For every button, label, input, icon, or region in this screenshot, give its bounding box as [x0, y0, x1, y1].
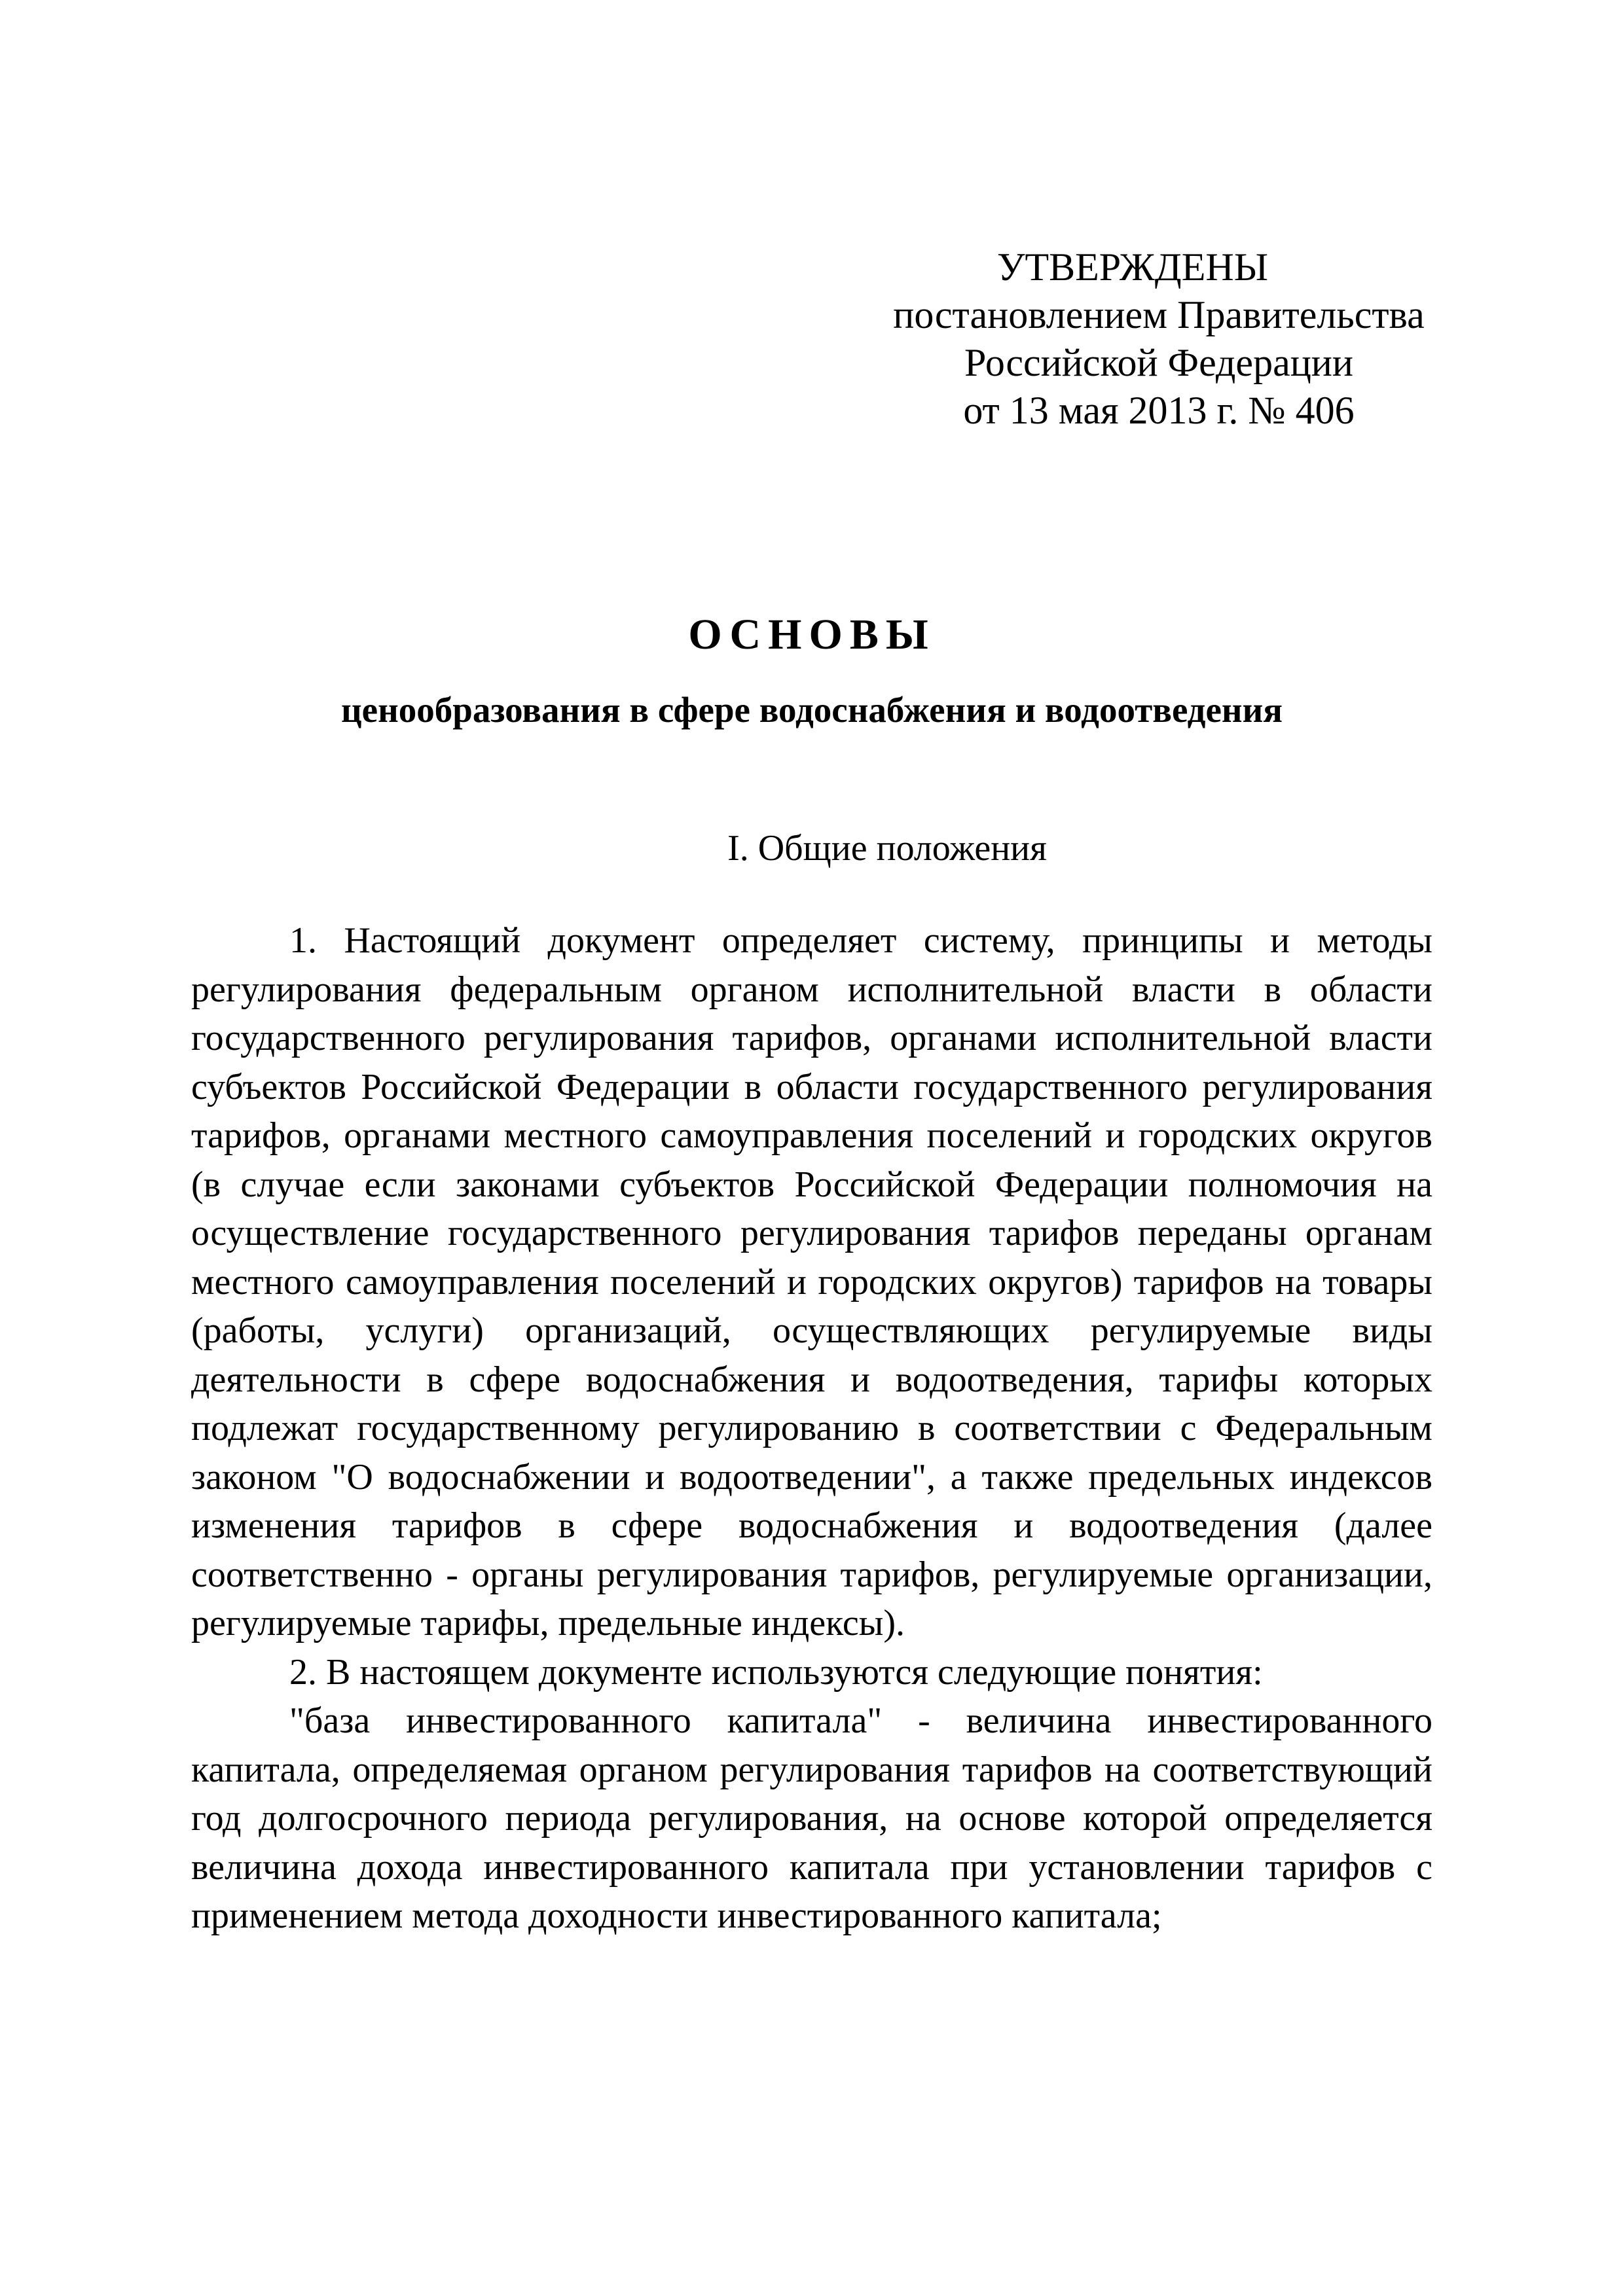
paragraph-2: 2. В настоящем документе используются следующие понятия:	[289, 1651, 1263, 1693]
document-body	[191, 916, 1432, 1941]
paragraph-1: 1. Настоящий документ определяет систему, принципы и методы регулирования федеральным органом исполнительной власти в области государственного регулирования тарифов, органами исполнительной власти субъектов Российской Федерации в области государственного регулирования тарифов, органами местного самоуправления поселений и городских округов (в случае если законами субъектов Российской Федерации полномочия на осуществление государственного регулирования тарифов переданы органам местного самоуправления поселений и городских округов) тарифов на товары (работы, услуги) организаций, осуществляющих регулируемые виды деятельности в сфере водоснабжения и водоотведения, тарифы которых подлежат государственному регулированию в соответствии с Федеральным законом "О водоснабжении и водоотведении", а также предельных индексов изменения тарифов в сфере водоснабжения и водоотведения (далее соответственно - органы регулирования тарифов, регулируемые организации, регулируемые тарифы, предельные индексы).	[191, 920, 1432, 1643]
approval-line-resolution: постановлением Правительства	[893, 293, 1425, 336]
document-title: ОСНОВЫ	[688, 611, 936, 658]
approval-stamp-heading: УТВЕРЖДЕНЫ	[996, 245, 1269, 289]
paragraph-definition: "база инвестированного капитала" - величина инвестированного капитала, определяемая органом регулирования тарифов на соответствующий год долгосрочного периода регулирования, на основе которой определяется величина дохода инвестированного капитала при установлении тарифов с применением метода доходности инвестированного капитала;	[191, 1700, 1432, 1936]
section-heading: I. Общие положения	[727, 828, 1047, 869]
approval-block	[864, 243, 1453, 435]
approval-line-federation: Российской Федерации	[964, 341, 1354, 384]
document-subtitle: ценообразования в сфере водоснабжения и водоотведения	[340, 690, 1283, 730]
document-title-block	[191, 609, 1432, 733]
approval-line-date-number: от 13 мая 2013 г. № 406	[963, 389, 1355, 432]
